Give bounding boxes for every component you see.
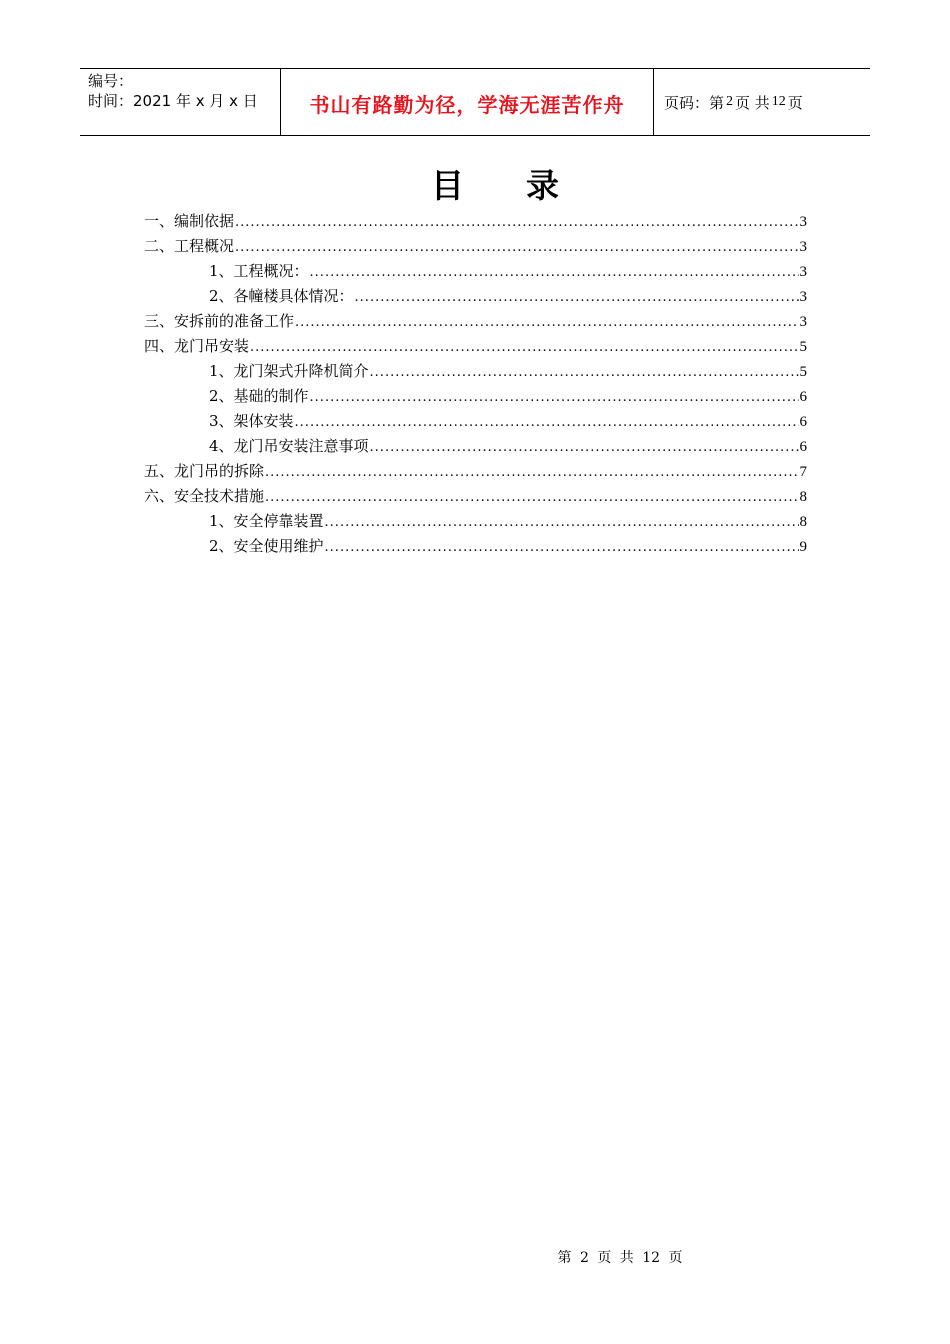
toc-entry-label: 2、各幢楼具体情况：	[209, 287, 354, 305]
header-page-number	[654, 69, 870, 135]
toc-entry[interactable]	[144, 259, 807, 284]
toc-entry[interactable]	[144, 284, 807, 309]
toc-dot-leader	[355, 285, 799, 310]
header-motto: 书山有路勤为径，学海无涯苦作舟	[281, 69, 654, 135]
toc-title	[0, 160, 950, 207]
toc-dot-leader	[295, 310, 798, 335]
toc-entry[interactable]	[144, 434, 807, 459]
toc-dot-leader	[235, 235, 798, 260]
toc-entry-page: 3	[799, 264, 807, 280]
toc-entry[interactable]	[144, 334, 807, 359]
toc-entry[interactable]	[144, 459, 807, 484]
page-current: 2	[726, 94, 734, 109]
toc-dot-leader	[265, 485, 798, 510]
toc-entry-label: 四、龙门吊安装	[144, 337, 250, 355]
toc-entry[interactable]	[144, 309, 807, 334]
page-suffix: 页	[787, 93, 803, 112]
document-number-label: 编号：	[88, 72, 134, 90]
toc-dot-leader	[265, 460, 798, 485]
toc-entry[interactable]	[144, 384, 807, 409]
page-footer: 第 2 页 共 12 页	[557, 1250, 683, 1266]
toc-entry[interactable]	[144, 359, 807, 384]
toc-entry[interactable]	[144, 234, 807, 259]
toc-entry-page: 3	[799, 289, 807, 305]
toc-entry-label: 六、安全技术措施	[144, 487, 265, 505]
toc-entry[interactable]	[144, 209, 807, 234]
toc-entry-page: 8	[799, 514, 807, 530]
toc-dot-leader	[325, 535, 799, 560]
toc-dot-leader	[310, 260, 799, 285]
toc-title-char-2: 录	[526, 166, 559, 205]
toc-entry-label: 三、安拆前的准备工作	[144, 312, 295, 330]
toc-entry-page: 9	[799, 539, 807, 555]
toc-title-char-1: 目	[431, 166, 464, 205]
toc-entry-label: 1、安全停靠装置	[209, 512, 324, 530]
toc-entry-page: 6	[799, 389, 807, 405]
toc-entry[interactable]	[144, 509, 807, 534]
toc-entry-label: 五、龙门吊的拆除	[144, 462, 265, 480]
toc-entry[interactable]	[144, 484, 807, 509]
page-total: 12	[771, 94, 786, 109]
toc-dot-leader	[370, 360, 799, 385]
toc-entry-page: 3	[799, 214, 807, 230]
toc-dot-leader	[310, 385, 799, 410]
table-of-contents	[144, 209, 807, 559]
toc-dot-leader	[235, 210, 798, 235]
document-date-label: 时间：2021 年 x 月 x 日	[88, 92, 258, 110]
toc-entry-page: 3	[799, 239, 807, 255]
toc-dot-leader	[250, 335, 798, 360]
header-meta-cell	[80, 69, 281, 135]
toc-entry-label: 二、工程概况	[144, 237, 235, 255]
toc-dot-leader	[370, 435, 799, 460]
toc-entry-label: 1、工程概况：	[209, 262, 309, 280]
toc-entry-label: 2、基础的制作	[209, 387, 309, 405]
toc-entry-label: 3、架体安装	[209, 412, 294, 430]
toc-dot-leader	[295, 410, 799, 435]
page-prefix: 页码：第	[664, 93, 725, 112]
toc-entry-page: 5	[799, 339, 807, 355]
toc-entry-page: 8	[799, 489, 807, 505]
toc-entry-page: 7	[799, 464, 807, 480]
toc-entry[interactable]	[144, 409, 807, 434]
toc-entry[interactable]	[144, 534, 807, 559]
toc-entry-page: 6	[799, 414, 807, 430]
toc-entry-page: 6	[799, 439, 807, 455]
toc-entry-page: 5	[799, 364, 807, 380]
toc-entry-label: 4、龙门吊安装注意事项	[209, 437, 369, 455]
page-mid: 页 共	[735, 93, 770, 112]
document-header	[80, 68, 870, 136]
toc-entry-label: 一、编制依据	[144, 212, 235, 230]
toc-entry-label: 2、安全使用维护	[209, 537, 324, 555]
toc-entry-label: 1、龙门架式升降机简介	[209, 362, 369, 380]
toc-entry-page: 3	[799, 314, 807, 330]
toc-dot-leader	[325, 510, 799, 535]
